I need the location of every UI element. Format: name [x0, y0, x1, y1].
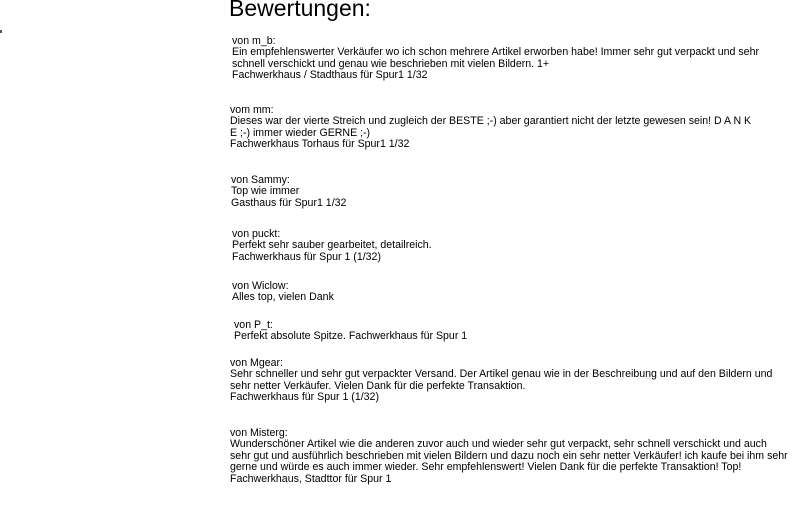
review-product: Fachwerkhaus Torhaus für Spur1 1/32 [230, 138, 410, 151]
review-item [231, 175, 796, 209]
review-text: Dieses war der vierte Streich und zugleich der BESTE ;-) aber garantiert nicht der letzte gewesen sein! D A N K E ;-) immer wieder GERNE ;-) [230, 115, 752, 139]
review-author: von Sammy: [231, 174, 290, 186]
review-item [232, 36, 797, 82]
review-text: Top wie immer [231, 185, 300, 198]
review-text: Alles top, vielen Dank [232, 291, 334, 304]
review-author: von m_b: [232, 35, 276, 47]
review-product: Fachwerkhaus, Stadttor für Spur 1 [230, 472, 392, 485]
review-product: Fachwerkhaus / Stadthaus für Spur1 1/32 [232, 69, 428, 82]
review-author: vom mm: [230, 104, 274, 116]
review-author: von P_t: [234, 319, 273, 331]
review-item [232, 229, 797, 263]
review-text: Sehr schneller und sehr gut verpackter Versand. Der Artikel genau wie in der Beschreibung und auf den Bildern und sehr netter Verkäufer. Vielen Dank für die perfekte Transaktion. [230, 368, 773, 392]
review-item [230, 428, 795, 485]
review-text: Wunderschöner Artikel wie die anderen zuvor auch und wieder sehr gut verpackt, sehr schnell verschickt und auch sehr gut und ausführlich beschrieben mit vielen Bildern und dazu noch ein sehr netter Verkäufer! ich kaufe bei ihm sehr gerne und würde es auch immer wieder. Sehr empfehlenswert! Vielen Dank für die perfekte Transaktion! Top! [230, 438, 788, 474]
review-text: Perfekt sehr sauber gearbeitet, detailreich. [232, 239, 432, 252]
stray-mark [0, 30, 2, 33]
page-title: Bewertungen: [229, 0, 371, 21]
review-item [230, 358, 795, 404]
review-author: von Wiclow: [232, 280, 289, 292]
review-author: von Misterg: [230, 427, 288, 439]
review-item [230, 105, 795, 151]
review-item [234, 320, 799, 343]
review-text: Ein empfehlenswerter Verkäufer wo ich schon mehrere Artikel erworben habe! Immer sehr gut verpackt und sehr schnell verschickt und genau wie beschrieben mit vielen Bildern. 1+ [232, 46, 759, 70]
review-product: Gasthaus für Spur1 1/32 [231, 196, 347, 209]
review-text: Perfekt absolute Spitze. Fachwerkhaus für Spur 1 [234, 330, 468, 343]
review-item [232, 281, 797, 304]
review-product: Fachwerkhaus für Spur 1 (1/32) [232, 250, 381, 263]
review-author: von puckt: [232, 228, 281, 240]
review-author: von Mgear: [230, 357, 283, 369]
review-product: Fachwerkhaus für Spur 1 (1/32) [230, 391, 379, 404]
